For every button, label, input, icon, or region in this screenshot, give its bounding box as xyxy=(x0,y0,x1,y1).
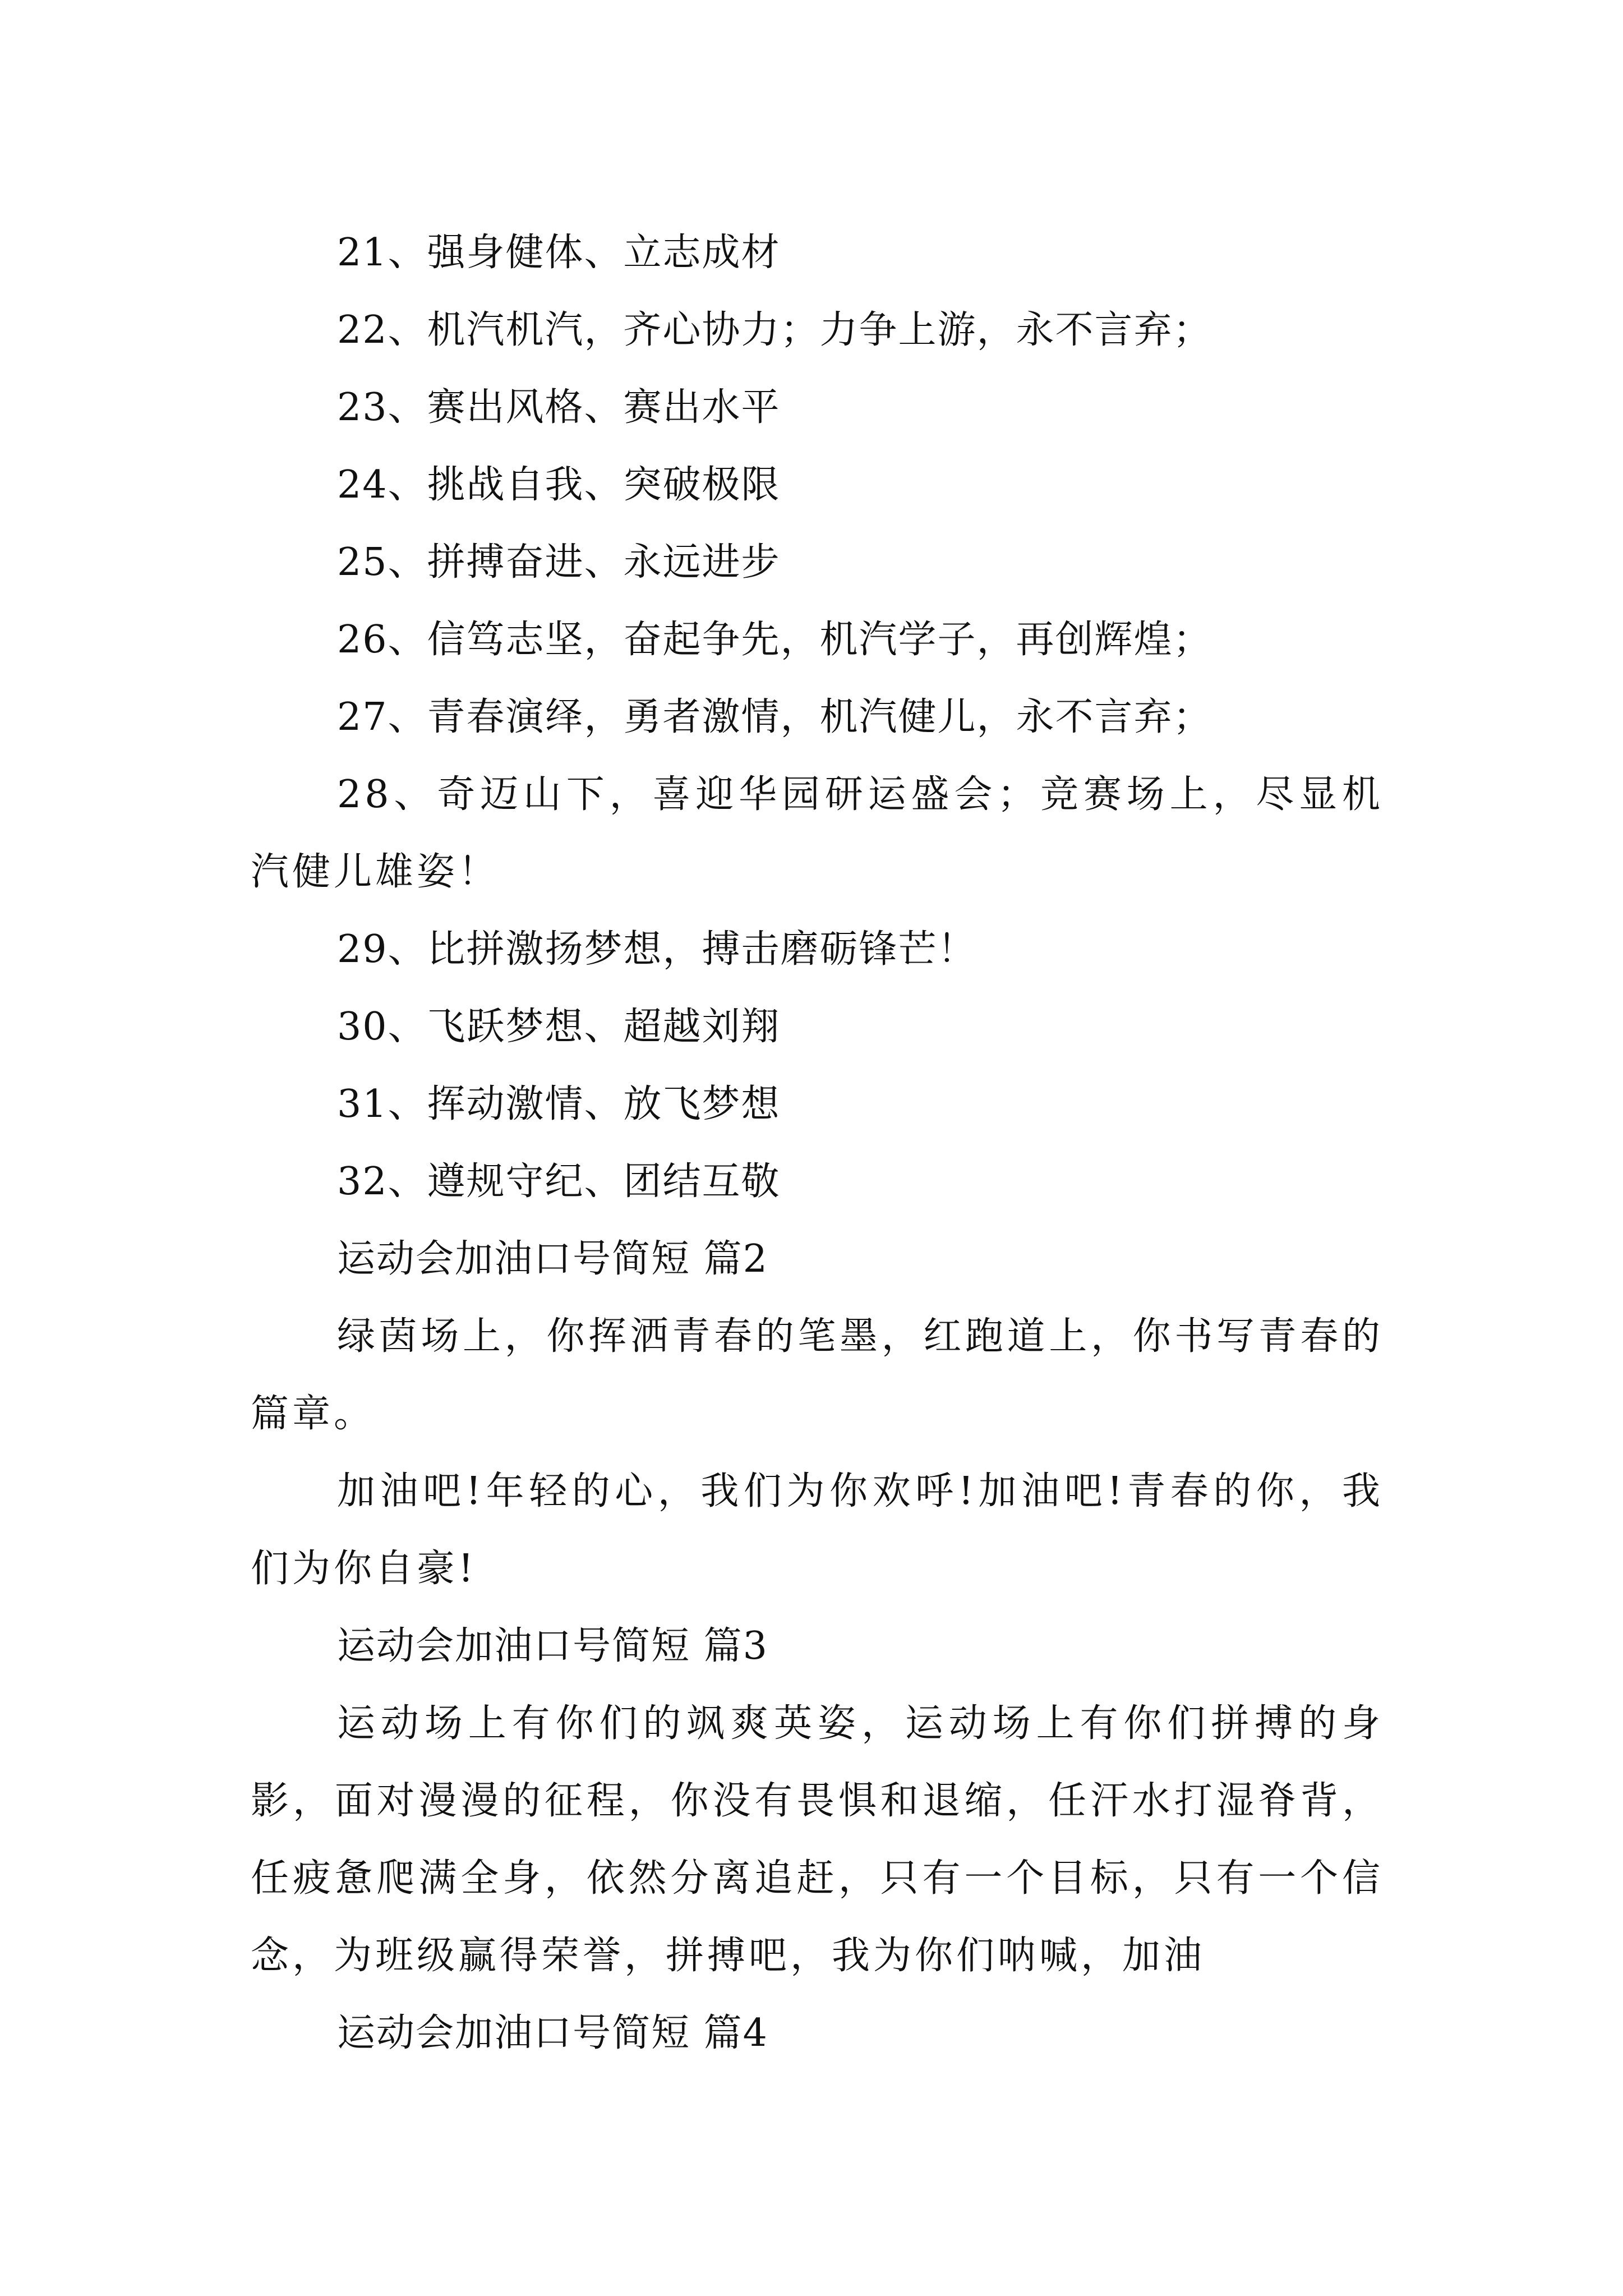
section-heading: 运动会加油口号简短 篇3 xyxy=(337,1624,768,1668)
body-paragraph: 加油吧!年轻的心，我们为你欢呼!加油吧!青春的你，我们为你自豪! xyxy=(251,1469,1384,1591)
document-body xyxy=(251,214,1384,2072)
slogan-line: 21、强身健体、立志成材 xyxy=(337,231,781,275)
slogan-line: 27、青春演绎，勇者激情，机汽健儿，永不言弃； xyxy=(337,695,1212,739)
slogan-line: 29、比拼激扬梦想，搏击磨砺锋芒！ xyxy=(337,927,977,972)
slogan-line: 31、挥动激情、放飞梦想 xyxy=(337,1082,781,1126)
slogan-paragraph: 28、奇迈山下，喜迎华园研运盛会；竞赛场上，尽显机汽健儿雄姿！ xyxy=(251,772,1384,894)
slogan-line: 23、赛出风格、赛出水平 xyxy=(337,385,781,430)
slogan-line: 30、飞跃梦想、超越刘翔 xyxy=(337,1005,781,1049)
slogan-line: 26、信笃志坚，奋起争先，机汽学子，再创辉煌； xyxy=(337,618,1212,662)
slogan-line: 22、机汽机汽，齐心协力；力争上游，永不言弃； xyxy=(337,308,1212,352)
body-paragraph: 运动场上有你们的飒爽英姿，运动场上有你们拼搏的身影，面对漫漫的征程，你没有畏惧和退缩，任汗水打湿脊背，任疲惫爬满全身，依然分离追赶，只有一个目标，只有一个信念，为班级赢得荣誉，拼搏吧，我为你们呐喊，加油 xyxy=(251,1701,1384,1978)
section-heading: 运动会加油口号简短 篇4 xyxy=(337,2011,768,2055)
slogan-line: 25、拼搏奋进、永远进步 xyxy=(337,540,781,585)
body-paragraph: 绿茵场上，你挥洒青春的笔墨，红跑道上，你书写青春的篇章。 xyxy=(251,1314,1384,1436)
slogan-line: 32、遵规守纪、团结互敬 xyxy=(337,1159,781,1204)
section-heading: 运动会加油口号简短 篇2 xyxy=(337,1237,768,1281)
slogan-line: 24、挑战自我、突破极限 xyxy=(337,463,781,507)
